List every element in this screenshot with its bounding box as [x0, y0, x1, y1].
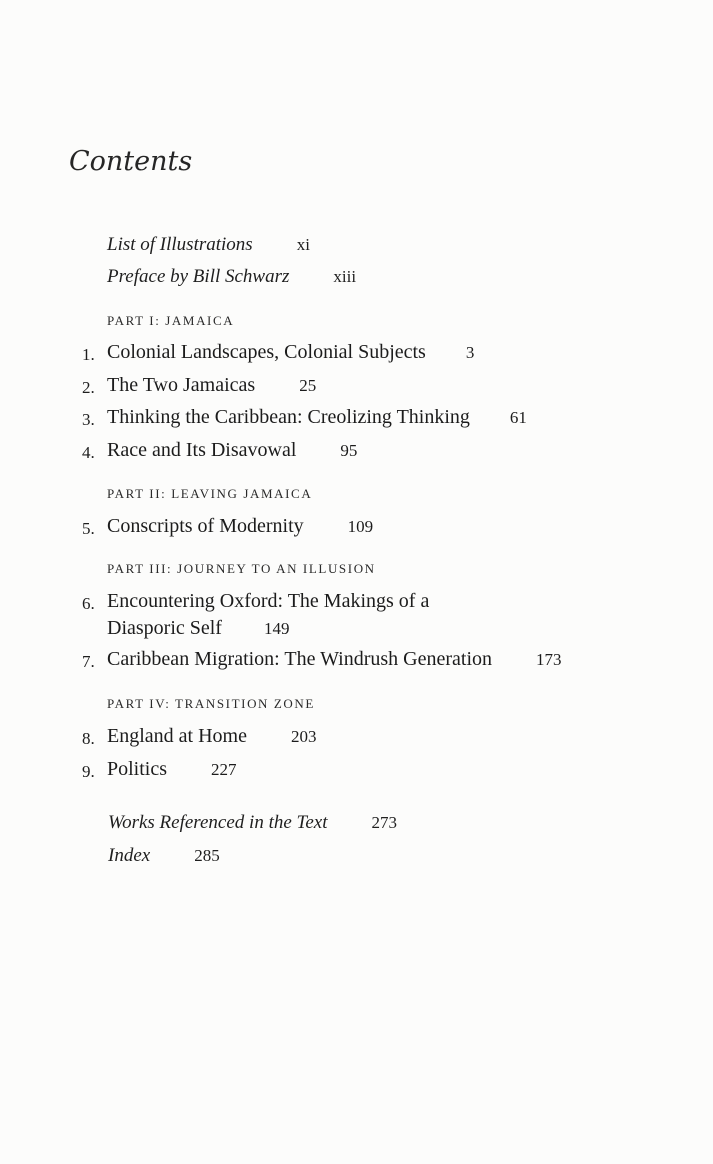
chapter-title: The Two Jamaicas	[107, 374, 256, 396]
toc-chapter-item[interactable]	[107, 374, 316, 397]
chapter-number: 5.	[82, 519, 95, 538]
toc-chapter-item[interactable]	[107, 406, 527, 429]
part-heading: PART III: JOURNEY TO AN ILLUSION	[107, 561, 376, 576]
toc-page-number: 203	[290, 727, 317, 746]
toc-page-number: 273	[371, 813, 398, 832]
chapter-number: 8.	[82, 729, 95, 748]
chapter-title: Race and Its Disavowal	[107, 439, 297, 461]
chapter-title-line2: Diasporic Self	[107, 617, 222, 639]
part-heading: PART IV: TRANSITION ZONE	[107, 696, 315, 711]
toc-chapter-item-continued[interactable]	[107, 617, 289, 640]
toc-page-number: 227	[211, 760, 237, 779]
toc-back-item[interactable]	[108, 812, 397, 834]
toc-entry-title: Preface by Bill Schwarz	[107, 266, 290, 287]
toc-chapter-item[interactable]	[107, 725, 316, 748]
toc-page-number: xiii	[333, 267, 357, 286]
toc-page-number: 109	[347, 517, 374, 536]
chapter-title: England at Home	[107, 725, 247, 747]
chapter-title: Conscripts of Modernity	[107, 515, 304, 537]
toc-chapter-item[interactable]	[107, 439, 357, 462]
chapter-title: Colonial Landscapes, Colonial Subjects	[107, 341, 426, 363]
toc-chapter-item[interactable]	[107, 590, 429, 613]
toc-entry-title: Index	[108, 845, 151, 866]
chapter-title: Encountering Oxford: The Makings of a	[107, 590, 430, 612]
toc-page-number: 149	[263, 619, 290, 638]
chapter-number: 2.	[82, 378, 95, 397]
chapter-number: 6.	[82, 594, 95, 613]
toc-page-number: 3	[465, 343, 475, 362]
chapter-number: 9.	[82, 762, 95, 781]
toc-page-number: xi	[296, 235, 310, 254]
chapter-number: 1.	[82, 345, 95, 364]
chapter-title: Thinking the Caribbean: Creolizing Thinking	[107, 406, 470, 428]
toc-page-number: 285	[194, 846, 220, 865]
toc-front-item[interactable]	[107, 234, 310, 256]
toc-front-item[interactable]	[107, 266, 356, 288]
part-heading: PART II: LEAVING JAMAICA	[107, 486, 313, 501]
toc-chapter-item[interactable]	[107, 758, 237, 781]
chapter-number: 3.	[82, 410, 95, 429]
toc-back-item[interactable]	[108, 845, 220, 867]
toc-page-number: 61	[509, 408, 527, 427]
part-heading: PART I: JAMAICA	[107, 313, 235, 328]
toc-entry-title: Works Referenced in the Text	[108, 812, 328, 833]
chapter-number: 7.	[82, 652, 95, 671]
toc-page-number: 173	[536, 650, 562, 669]
toc-page-number: 25	[299, 376, 317, 395]
toc-page-number: 95	[340, 441, 358, 460]
toc-entry-title: List of Illustrations	[107, 234, 253, 255]
chapter-number: 4.	[82, 443, 95, 462]
toc-chapter-item[interactable]	[107, 648, 562, 671]
chapter-title: Caribbean Migration: The Windrush Generation	[107, 648, 493, 670]
toc-chapter-item[interactable]	[107, 515, 373, 538]
page-title: Contents	[69, 146, 193, 177]
chapter-title: Politics	[107, 758, 168, 780]
toc-chapter-item[interactable]	[107, 341, 474, 364]
